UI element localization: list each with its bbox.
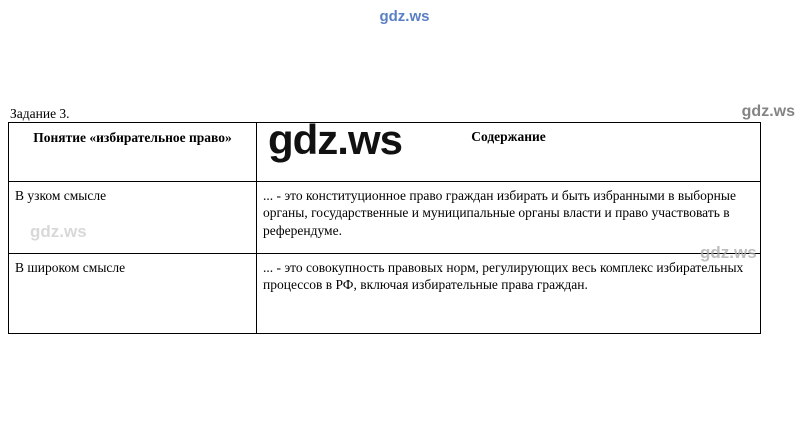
table-row: [9, 254, 761, 334]
column-header-term: Понятие «избирательное право»: [9, 123, 257, 182]
table-row: [9, 182, 761, 254]
watermark-corner: gdz.ws: [741, 103, 795, 120]
watermark-large: gdz.ws: [268, 116, 403, 163]
cell-term-broad: В широком смысле: [9, 254, 257, 334]
cell-content-broad: ... - это совокупность правовых норм, регулирующих весь комплекс избирательных процессов в РФ, включая избирательные права граждан.: [257, 254, 761, 334]
column-header-content: Содержание: [257, 123, 761, 182]
watermark-top: gdz.ws: [379, 8, 430, 25]
task-label: Задание 3.: [10, 106, 70, 121]
watermark-faint-middle: gdz.ws: [30, 222, 87, 241]
watermark-faint-right: gdz.ws: [700, 243, 757, 262]
cell-term-narrow: В узком смысле: [9, 182, 257, 254]
cell-content-narrow: ... - это конституционное право граждан избирать и быть избранными в выборные органы, государственные и муниципальные органы власти и право участвовать в референдуме.: [257, 182, 761, 254]
